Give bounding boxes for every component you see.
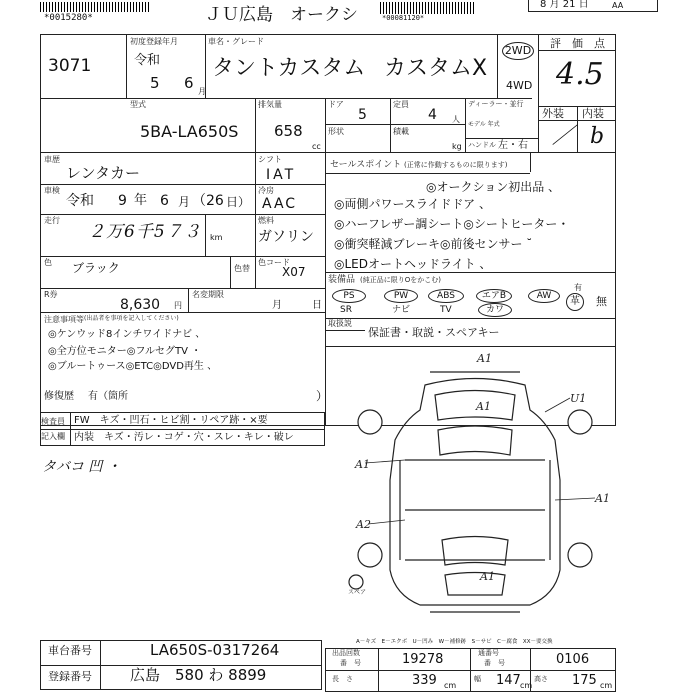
inspection-month-unit: 月 <box>178 195 191 209</box>
wheel-rear-right <box>568 543 592 567</box>
fuel-value: ガソリン <box>258 229 314 245</box>
inspection-year: 9 <box>118 193 127 209</box>
model-year-label: モデル 年式 <box>468 121 500 128</box>
equipment-note: (純正品に限りOをかこむ) <box>360 276 441 284</box>
registration-month-unit: 月 <box>198 87 206 96</box>
score-value: 4.5 <box>556 57 604 92</box>
barcode-mid-text: *00081120* <box>382 14 425 22</box>
note-line-3: ◎ブルートゥース◎ETC◎DVD再生 、 <box>48 361 218 372</box>
equip-leather: 革 <box>566 293 584 311</box>
score-ext-label: 外装 <box>542 107 564 120</box>
equip-navi: ナビ <box>392 305 411 315</box>
aircon-value: AAC <box>262 196 298 212</box>
seq-sub: 番 号 <box>484 659 505 667</box>
doors-label: ドア <box>328 100 344 109</box>
handle-label: ハンドル <box>468 141 496 149</box>
inspection-day-unit: 日） <box>226 195 251 209</box>
color-code: X07 <box>282 265 306 279</box>
width-unit: cm <box>520 681 533 690</box>
count-value: 19278 <box>402 652 444 667</box>
wheel-front-left <box>358 410 382 434</box>
inspection-month: 6 <box>160 193 169 209</box>
selling-points-label: セールスポイント <box>330 160 402 170</box>
load-label: 積載 <box>393 127 409 136</box>
selling-point-3: ◎ハーフレザー調シート◎シートヒーター・ <box>334 217 570 231</box>
equip-extra2: 有 <box>574 283 582 292</box>
repair-close: ） <box>316 389 329 403</box>
car-name: タントカスタム <box>212 56 366 81</box>
notes-label: 注意事項等 <box>44 315 84 324</box>
color-label: 色 <box>44 258 52 267</box>
registration-month: 6 <box>184 74 194 92</box>
accessories-label: 取扱説 <box>328 319 352 328</box>
inspection-day: （26 <box>192 193 224 209</box>
displacement-label: 排気量 <box>258 100 282 109</box>
seats-label: 定員 <box>393 100 409 109</box>
drive-4wd: 4WD <box>506 79 533 92</box>
auction-name: ＪＵ広島 オークシ <box>205 5 358 25</box>
recycle-unit: 円 <box>174 301 182 310</box>
repair-label: 修復歴 <box>44 391 74 402</box>
selling-point-4: ◎衝突軽減ブレーキ◎前後センサー ˘ <box>334 237 533 251</box>
equip-extra3: 無 <box>596 295 607 308</box>
doors: 5 <box>358 107 367 123</box>
height-label: 高さ <box>534 675 548 683</box>
score-ext-value: ／ <box>552 124 575 149</box>
repair-value: 有（箇所 <box>88 391 128 402</box>
mileage-unit: km <box>210 233 223 242</box>
car-name-label: 車名・グレード <box>208 37 264 46</box>
selling-point-5: ◎LEDオートヘッドライト 、 <box>334 257 492 271</box>
equip-airbag: エアB <box>476 289 512 303</box>
score-int-value: b <box>590 124 605 149</box>
aircon-label: 冷房 <box>258 186 274 195</box>
count-sub: 番 号 <box>340 659 361 667</box>
inspection-label: 車検 <box>44 186 60 195</box>
plate-number: 広島 580 わ 8899 <box>130 666 267 684</box>
lot-number: 3071 <box>48 56 92 76</box>
spare-wheel <box>349 575 363 589</box>
registration-label: 初度登録年月 <box>130 37 178 46</box>
equip-sr: SR <box>340 305 352 315</box>
inspection-era: 令和 <box>66 193 94 209</box>
usage-value: レンタカー <box>66 164 141 182</box>
shift-value: IAT <box>266 167 297 183</box>
color-value: ブラック <box>72 261 120 275</box>
inspector-label-2: 記入欄 <box>41 432 65 441</box>
inspector-label-1: 検査員 <box>41 417 65 426</box>
displacement: 658 <box>274 122 303 140</box>
color-change-label: 色替 <box>234 264 250 273</box>
equip-aw: AW <box>528 289 560 303</box>
seq-label: 通番号 <box>478 649 499 657</box>
date: 8 月 21 日 <box>540 0 589 10</box>
fuel-label: 燃料 <box>258 216 274 225</box>
seats: 4 <box>428 107 437 123</box>
score-label: 評 価 点 <box>550 37 605 50</box>
barcode-left-text: *0015280* <box>44 13 93 23</box>
recycle-label: R券 <box>44 290 58 299</box>
damage-mark: A1 <box>476 400 491 413</box>
equip-pw: PW <box>384 289 418 303</box>
shape-label: 形状 <box>328 127 344 136</box>
mileage-label: 走行 <box>44 216 60 225</box>
displacement-unit: cc <box>312 142 321 151</box>
model-label: 型式 <box>130 100 146 109</box>
handwritten-note: タバコ 凹 ・ <box>42 459 121 475</box>
warranty-label: 名変期限 <box>192 290 224 299</box>
length-unit: cm <box>444 681 457 690</box>
damage-legend: A－キズ E－エクボ U－凹み W－補修跡 S－サビ C－腐食 XX－要交換 <box>356 639 553 645</box>
equipment-label: 装備品 <box>328 275 356 285</box>
plate-label: 登録番号 <box>48 670 92 683</box>
barcode-mid <box>380 2 475 14</box>
registration-era: 令和 <box>134 53 161 68</box>
car-outline <box>390 372 560 612</box>
color-code-label: 色コード <box>258 258 290 267</box>
vehicle-diagram <box>330 350 620 620</box>
damage-mark: A2 <box>356 518 371 531</box>
equip-ps: PS <box>332 289 366 303</box>
height-value: 175 <box>572 673 597 688</box>
chassis-label: 車台番号 <box>48 644 92 657</box>
equip-kawa: カワ <box>478 303 512 317</box>
count-label: 出品回数 <box>332 649 360 657</box>
registration-year: 5 <box>150 74 160 92</box>
selling-point-2: ◎両側パワースライドドア 、 <box>334 197 491 211</box>
note-line-1: ◎ケンウッド8インチワイドナビ 、 <box>48 329 206 340</box>
damage-mark: A1 <box>480 570 495 583</box>
damage-mark: A1 <box>355 458 370 471</box>
equip-tv: TV <box>440 305 452 315</box>
inspection-year-unit: 年 <box>134 193 148 208</box>
inspector-row-2: 内装 キズ・汚レ・コゲ・穴・スレ・キレ・破レ <box>74 432 294 443</box>
barcode-left <box>40 2 150 12</box>
damage-mark: A1 <box>477 352 492 365</box>
mileage-value: ２万6千5７３ <box>88 222 202 242</box>
warranty-month: 月 <box>272 300 282 311</box>
accessories-value: 保証書・取説・スペアキー <box>368 326 500 339</box>
width-value: 147 <box>496 673 521 688</box>
usage-label: 車歴 <box>44 155 60 164</box>
inspector-row-1: FW キズ・凹石・ヒビ割・リペア跡・×要 <box>74 415 268 426</box>
notes-note: (出品者を事項を記入してください) <box>84 315 179 322</box>
wheel-rear-left <box>358 543 382 567</box>
selling-points-note: (正常に作動するものに限ります) <box>404 161 508 169</box>
score-int-label: 内装 <box>582 107 604 120</box>
seats-unit: 人 <box>452 115 460 124</box>
recycle-value: 8,630 <box>120 297 161 313</box>
equip-abs: ABS <box>428 289 464 303</box>
warranty-day: 日 <box>312 300 322 311</box>
shift-label: シフト <box>258 155 282 164</box>
length-value: 339 <box>412 673 437 688</box>
load-unit: kg <box>452 142 462 151</box>
car-grade: カスタムX <box>384 56 488 81</box>
size-label: 長 さ <box>332 675 353 683</box>
width-label: 幅 <box>474 675 481 683</box>
seq-value: 0106 <box>556 652 590 667</box>
date-suffix: AA <box>612 1 624 10</box>
chassis-number: LA650S-0317264 <box>150 641 280 659</box>
wheel-front-right <box>568 410 592 434</box>
dealer-label: ディーラー・並行 <box>468 100 524 108</box>
note-line-2: ◎全方位モニター◎フルセグTV ・ <box>48 346 202 357</box>
spare-label: スペア <box>348 589 367 596</box>
height-unit: cm <box>600 681 613 690</box>
handle-value: 左・右 <box>498 140 528 151</box>
drive-2wd: 2WD <box>502 42 534 60</box>
damage-mark: U1 <box>570 392 587 405</box>
selling-point-1: ◎オークション初出品 、 <box>426 180 561 194</box>
damage-mark: A1 <box>595 492 610 505</box>
model-code: 5BA-LA650S <box>140 122 239 141</box>
